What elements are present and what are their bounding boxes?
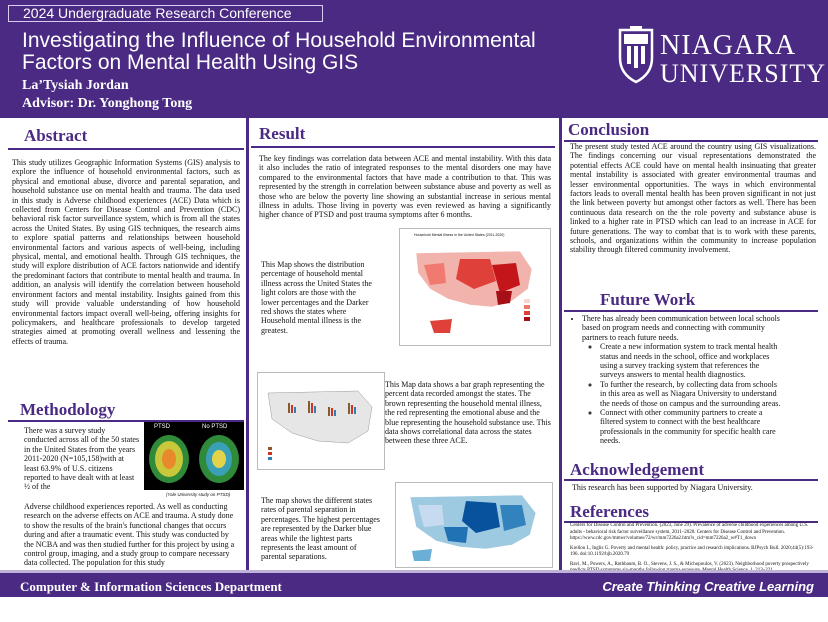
left-column [6,118,246,570]
result-rule [251,146,555,148]
map3-caption: The map shows the different states rates of parental separation in percentages. The highest percentages are represented by the Darker blue areas while the lightest parts represents the least amount of parental separations. [261,496,380,562]
conclusion-heading: Conclusion [568,120,650,139]
result-heading: Result [259,124,306,143]
university-logo [660,32,826,88]
brain-label-ptsd: PTSD [154,424,171,430]
right-column [562,118,822,570]
footer-bar [0,573,828,597]
future-work-subitem: ◦ To further the research, by collecting data from schools in this area as well as Niagara University to understand the needs of those on campus and the surrounding areas. [600,380,782,408]
methodology-text-2: Adverse childhood experiences reported. As well as conducting research on the adverse effects on ACE and trauma. A study done to show the results of the brain's functional changes that occurs during and after a traumatic event. This study was conducted by the NCBA and was then studied further for this project by using a control group, imaging, and a study group to compare necessary data collected. The population for this study [24,502,235,568]
reference-item: Centers for Disease Control and Prevention. (2023, June 29). Prevalence of adverse childhood experiences among U.S. adults - behavioral risk factor surveillance system, 2011–2020. Centers for Disease Control and Prevention. https://www.cdc.gov/mmwr/volumes/72/wr/mm7226a2.htm?s_cid=mm7226a2_w#T1_down [570,523,809,541]
references-heading: References [570,502,649,521]
middle-column [249,118,559,570]
title-line-1: Investigating the Influence of Household Environmental [22,29,536,52]
brain-caption: (Yale University study on PTSD) [166,492,231,497]
poster-title [22,30,602,74]
future-work-list [570,314,782,446]
poster-header [0,0,828,118]
brain-label-no-ptsd: No PTSD [202,424,228,430]
map1-caption: This Map shows the distribution percentage of household mental illness across the United States the light colors are those with the lower percentages and the Darker red shows the states where Household mental illness is the greatest. [261,260,372,335]
abstract-rule [8,148,244,150]
reference-item: Ravi, M., Powers, A., Rothbaum, B. O., Stevens, J. S., & Michopoulos, V. (2023). Neighborhood poverty prospectively [570,561,809,567]
ace-bar-graph-map [257,372,385,470]
acknowledgement-rule [564,479,818,481]
acknowledgement-heading: Acknowledgement [570,460,705,479]
brain-scans-graphic [144,422,244,490]
future-work-subitem: ◦ Create a new information system to track mental health status and needs in the school, office and workplaces using a survey tracking system that references the surveys answers to mental health diagnostics. [600,342,782,380]
department-name: Computer & Information Sciences Department [20,579,282,594]
brain-scan-image [144,422,244,490]
acknowledgement-text: This research has been supported by Niagara University. [572,483,753,492]
result-intro: The key findings was correlation data between ACE and mental instability. With this data it also includes the ratio of integrated responses to the mental disorders one may have compared to the environmental factors that have made a contribution to that. This was represented by the strength in correlation between substance abuse and poverty as well as those who are below the poverty line showing an substantial increase in serious mental illness in adults. Those living in poverty was even reviewed as having a significantly higher chance of PTSD and post trauma symptoms after 6 months. [259,154,551,220]
future-work-subitem: ◦ Connect with other community partners to create a filtered system to connect with the best healthcare professionals in the community for specific health care needs. [600,408,782,446]
map1-title: Household Mental Illness in the United States (2011-2020) [414,233,505,237]
logo-line-2: UNIVERSITY [660,59,826,88]
reference-item: Krellon L, Inglis G. Poverty and mental health: policy, practice and research implications. BJPsych Bull. 2020;44(5):193-196. doi:10.1192/bjb.2020.79 [570,545,814,557]
future-work-heading: Future Work [600,290,696,309]
author-name: La’Tysiah Jordan [22,78,129,93]
methodology-text-1: There was a survey study conducted across all of the 50 states in the United States from the years 2011-2020 (N=105,158)with at least 63.9% of U.S. citizens reported to have dealt with at least ½ of the [24,426,140,492]
map2-caption: This Map data shows a bar graph representing the percent data recorded amongst the states. The brown representing the household mental illness, the red representing the emotional abuse and the blue representing the household substance use. This data shows correlational data across the states between these three ACE. [385,380,551,446]
future-work-item: • There has already been communication between local schools based on program needs and connecting with community partners to reach future needs. ◦ Create a new information system to track mental health status and needs in the school, office and workplaces using a survey tracking system that references the surveys answers to mental health diagnostics. ◦ To further the research, by collecting data from schools in this area as well as Niagara University to understand the needs of those on campus and the surrounding areas. ◦ Connect with other community partners to create a filtered system to connect with the best healthcare professionals in the community for specific health care needs. [582,314,782,446]
abstract-heading: Abstract [24,126,88,145]
conference-label: 2024 Undergraduate Research Conference [8,5,323,22]
methodology-heading: Methodology [20,400,116,419]
conclusion-text: The present study tested ACE around the country using GIS visualizations. The findings concerning our visual representations demonstrated the potential effects ACE could have on mental health insinuating that greater mental instability is associated with greater environmental traumas and lesser environmental opportunities. The ways in which environmental factors leads to overall mental health has been proven significant in not just the link between poverty but amongst other factors as well. There has been continuous data research on the the role poverty and substance abuse is linked to a higher rate in PTSD which can lead to an increase in ACE for future generations. The way to combat that is to work with these parents, schools, and organizations within the community to increase population stability through filtered community involvement. [570,142,816,255]
parental-separation-map [395,482,553,568]
niagara-crest-icon [616,24,656,84]
future-work-rule [564,310,818,312]
abstract-text: This study utilizes Geographic Information Systems (GIS) analysis to explore the influence of household environmental factors, such as physical and emotional abuse, divorce and parental separation, and household substance use on mental health and trauma. The data used in this study is Adverse childhood experiences (ACE) Data which is collected from Centers for Disease Control and Prevention (CDC) behavioral risk factor surveillance system, which is from all the states across the United States. By using GIS techniques, the research aims to explore spatial patterns and relationships between household environmental factors and various aspects of well-being, including physical, mental, and emotional health. Through GIS techniques, the study will explore distribution of ACE factors nationwide and identify the predominant factors that contribute to mental health and trauma. In addition, an analysis will identify the correlation between household environment factors and mental instability. Insights gained from this study will provide valuable understanding of how household environmental factors impact overall well-being, offering insights for policymakers, and healthcare professionals to develop targeted strategies aimed at promoting overall wellness and lessening the effects of trauma. [12,158,240,346]
household-mental-illness-map [399,228,551,346]
title-line-2: Factors on Mental Health Using GIS [22,51,359,74]
logo-line-1: NIAGARA [660,30,797,61]
poster-footer [0,570,828,622]
university-tagline: Create Thinking Creative Learning [602,579,814,594]
advisor-name: Advisor: Dr. Yonghong Tong [22,96,193,111]
